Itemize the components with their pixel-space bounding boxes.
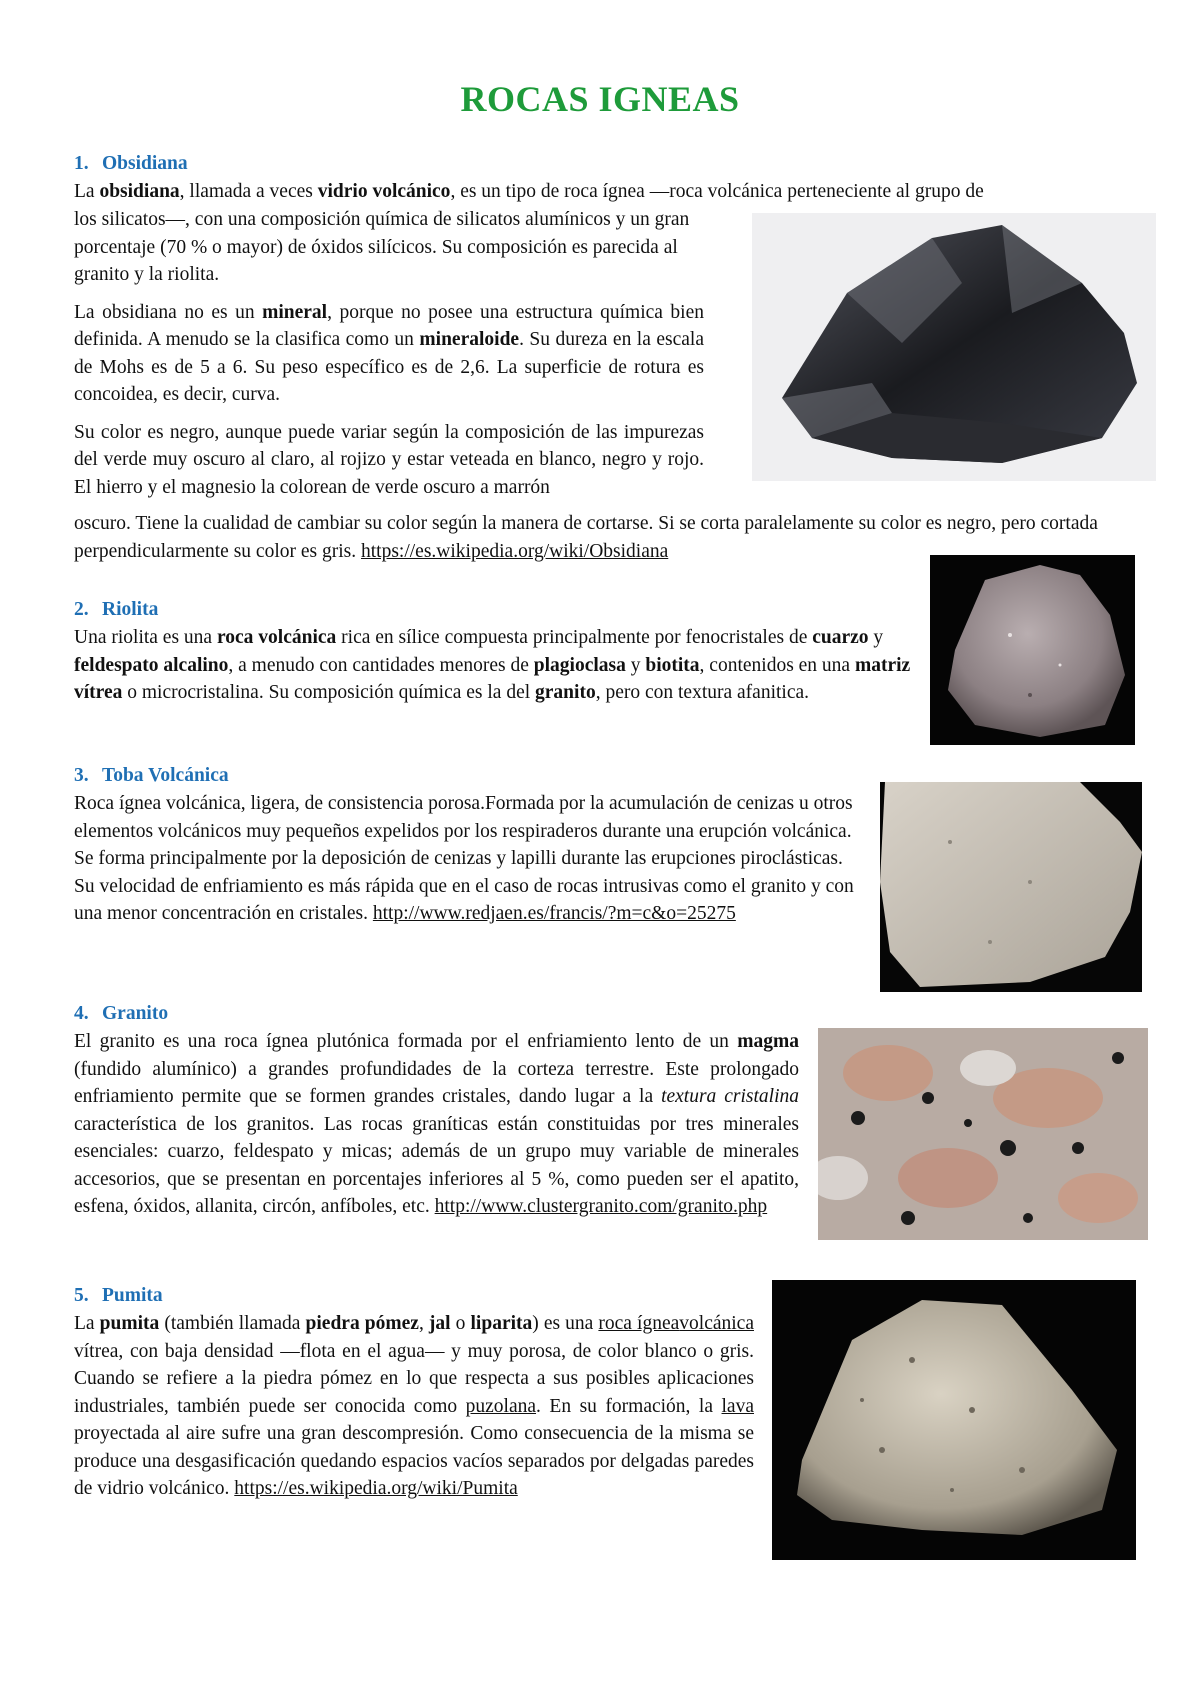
rhyolite-image [930, 555, 1135, 745]
pumice-image [772, 1280, 1136, 1560]
section-heading: 5. Pumita [74, 1285, 163, 1306]
section-heading: 2. Riolita [74, 599, 159, 620]
section-pumita [74, 1282, 754, 1503]
paragraph: Roca ígnea volcánica, ligera, de consistencia porosa.Formada por la acumulación de cenizas u otros elementos volcánicos muy pequeños expelidos por los respiraderos durante una erupción volcánica. Se forma principalmente por la deposición de cenizas y lapilli durante las erupciones piroclásticas. Su velocidad de enfriamiento es más rápida que en el caso de rocas intrusivas como el granito y con una menor concentración en cristales. http://www.redjaen.es/francis/?m=c&o=25275 [74, 793, 854, 924]
obsidian-image [752, 213, 1156, 481]
paragraph: Una riolita es una roca volcánica rica en sílice compuesta principalmente por fenocristales de cuarzo y feldespato alcalino, a menudo con cantidades menores de plagioclasa y biotita, contenidos en una matriz vítrea o microcristalina. Su composición química es la del granito, pero con textura afanitica. [74, 627, 911, 703]
section-heading: 1. Obsidiana [74, 153, 188, 174]
paragraph: La obsidiana no es un mineral, porque no posee una estructura química bien definida. A menudo se la clasifica como un mineraloide. Su dureza en la escala de Mohs es de 5 a 6. Su peso específico es de 2,6. La superficie de rotura es concoidea, es decir, curva. [74, 301, 705, 405]
tuff-image [880, 782, 1142, 992]
section-obsidiana-body [74, 206, 704, 501]
section-obsidiana [74, 150, 1124, 206]
obsidiana-link[interactable]: https://es.wikipedia.org/wiki/Obsidiana [361, 540, 669, 562]
paragraph: La obsidiana, llamada a veces vidrio volcánico, es un tipo de roca ígnea —roca volcánica perteneciente al grupo de [74, 181, 984, 202]
granite-image [818, 1028, 1148, 1240]
paragraph: Su color es negro, aunque puede variar según la composición de las impurezas del verde muy oscuro al claro, al rojizo y estar veteada en blanco, negro y rojo. El hierro y el magnesio la colorean de verde oscuro a marrón [74, 421, 704, 498]
section-granito [74, 1000, 799, 1221]
pumita-link[interactable]: https://es.wikipedia.org/wiki/Pumita [234, 1478, 518, 1499]
toba-link[interactable]: http://www.redjaen.es/francis/?m=c&o=25275 [372, 903, 736, 924]
page-title: ROCAS IGNEAS [460, 79, 740, 119]
section-toba-volcanica [74, 762, 864, 928]
granito-link[interactable]: http://www.clustergranito.com/granito.php [434, 1196, 768, 1217]
paragraph: El granito es una roca ígnea plutónica formada por el enfriamiento lento de un magma (fundido alumínico) a grandes profundidades de la corteza terrestre. Este prolongado enfriamiento permite que se formen grandes cristales, dando lugar a la textura cristalina característica de los granitos. Las rocas graníticas están constituidas por tres minerales esenciales: cuarzo, feldespato y micas; además de un grupo muy variable de minerales accesorios, que se presentan en porcentajes inferiores al 5 %, como pueden ser el apatito, esfena, óxidos, allanita, circón, anfíboles, etc. http://www.clustergranito.com/granito.php [74, 1031, 799, 1217]
section-heading: 3. Toba Volcánica [74, 765, 229, 786]
paragraph: oscuro. Tiene la cualidad de cambiar su color según la manera de cortarse. Si se corta paralelamente su color es negro, pero cortada perpendicularmente su color es gris. https://es.wikipedia.org/wiki/Obsidiana [74, 513, 1098, 562]
section-riolita [74, 596, 914, 707]
section-heading: 4. Granito [74, 1003, 169, 1024]
paragraph: los silicatos—, con una composición química de silicatos alumínicos y un gran porcentaje (70 % o mayor) de óxidos silícicos. Su composición es parecida al granito y la riolita. [74, 209, 690, 285]
paragraph: La pumita (también llamada piedra pómez, jal o liparita) es una roca ígneavolcánica vítrea, con baja densidad —flota en el agua— y muy porosa, de color blanco o gris. Cuando se refiere a la piedra pómez en lo que respecta a sus posibles aplicaciones industriales, también puede ser conocida como puzolana. En su formación, la lava proyectada al aire sufre una gran descompresión. Como consecuencia de la misma se produce una desgasificación quedando espacios vacíos separados por delgadas paredes de vidrio volcánico. https://es.wikipedia.org/wiki/Pumita [74, 1313, 754, 1499]
